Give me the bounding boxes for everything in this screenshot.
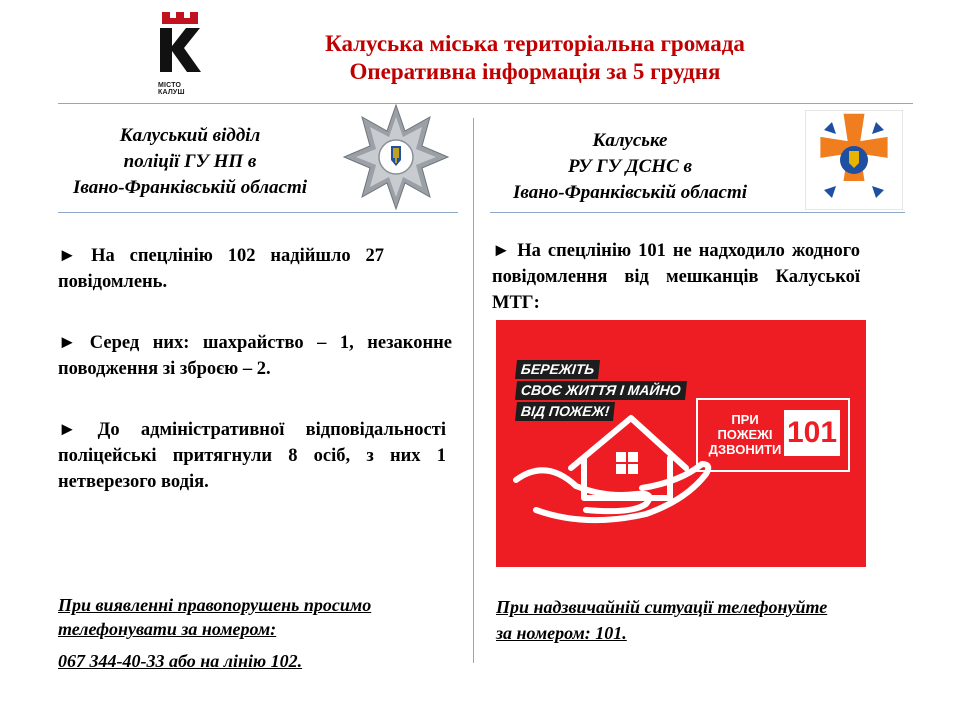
dsns-footer-line2: за номером: 101. xyxy=(496,623,627,643)
header-divider xyxy=(58,103,913,104)
police-star-icon xyxy=(343,104,449,210)
fire-safety-poster xyxy=(496,320,866,567)
city-logo xyxy=(150,10,206,96)
police-footer-line2: телефонувати за номером: xyxy=(58,619,277,639)
police-item-3: ► До адміністративної відповідальності поліцейські притягнули 8 осіб, з них 1 нетверезого водія. xyxy=(58,420,446,492)
police-divider xyxy=(58,212,458,213)
logo-caption-line1: МІСТО xyxy=(158,82,182,89)
column-divider xyxy=(473,118,474,663)
dsns-emblem-icon xyxy=(805,110,903,210)
police-item-1: ► На спецлінію 102 надійшло 27 повідомлень. xyxy=(58,246,384,292)
police-name-line2: поліції ГУ НП в xyxy=(123,151,257,172)
police-footer-line1: При виявленні правопорушень просимо xyxy=(58,595,372,615)
dsns-divider xyxy=(490,212,905,213)
police-item-2: ► Серед них: шахрайство – 1, незаконне поводження зі зброєю – 2. xyxy=(58,333,452,379)
police-agency-name xyxy=(52,123,328,201)
poster-banner-line3: ВІД ПОЖЕЖ! xyxy=(515,402,615,421)
dsns-footer-line1: При надзвичайній ситуації телефонуйте xyxy=(496,597,828,617)
poster-banner-line2: СВОЄ ЖИТТЯ І МАЙНО xyxy=(515,381,687,400)
dsns-name-line3: Івано-Франківській області xyxy=(512,182,748,203)
dsns-name-line2: РУ ГУ ДСНС в xyxy=(567,156,693,177)
poster-call-text: ПРИ ПОЖЕЖІ ДЗВОНИТИ xyxy=(708,412,782,457)
page-subtitle: Оперативна інформація за 5 грудня xyxy=(349,59,721,84)
page-title: Калуська міська територіальна громада xyxy=(325,31,745,56)
police-name-line1: Калуський відділ xyxy=(119,125,261,146)
poster-banner-line1: БЕРЕЖІТЬ xyxy=(515,360,600,379)
kalush-logo-icon xyxy=(150,10,206,82)
logo-caption-line2: КАЛУШ xyxy=(158,89,185,96)
police-phone-number: 067 344-40-33 або на лінію 102. xyxy=(58,651,303,671)
police-name-line3: Івано-Франківській області xyxy=(72,177,308,198)
dsns-agency-name xyxy=(495,128,765,206)
dsns-item: ► На спецлінію 101 не надходило жодного повідомлення від мешканців Калуської МТГ: xyxy=(492,241,860,313)
poster-call-box xyxy=(696,398,850,472)
dsns-name-line1: Калуське xyxy=(592,130,668,151)
poster-banner xyxy=(516,360,691,423)
poster-emergency-number: 101 xyxy=(784,410,840,456)
